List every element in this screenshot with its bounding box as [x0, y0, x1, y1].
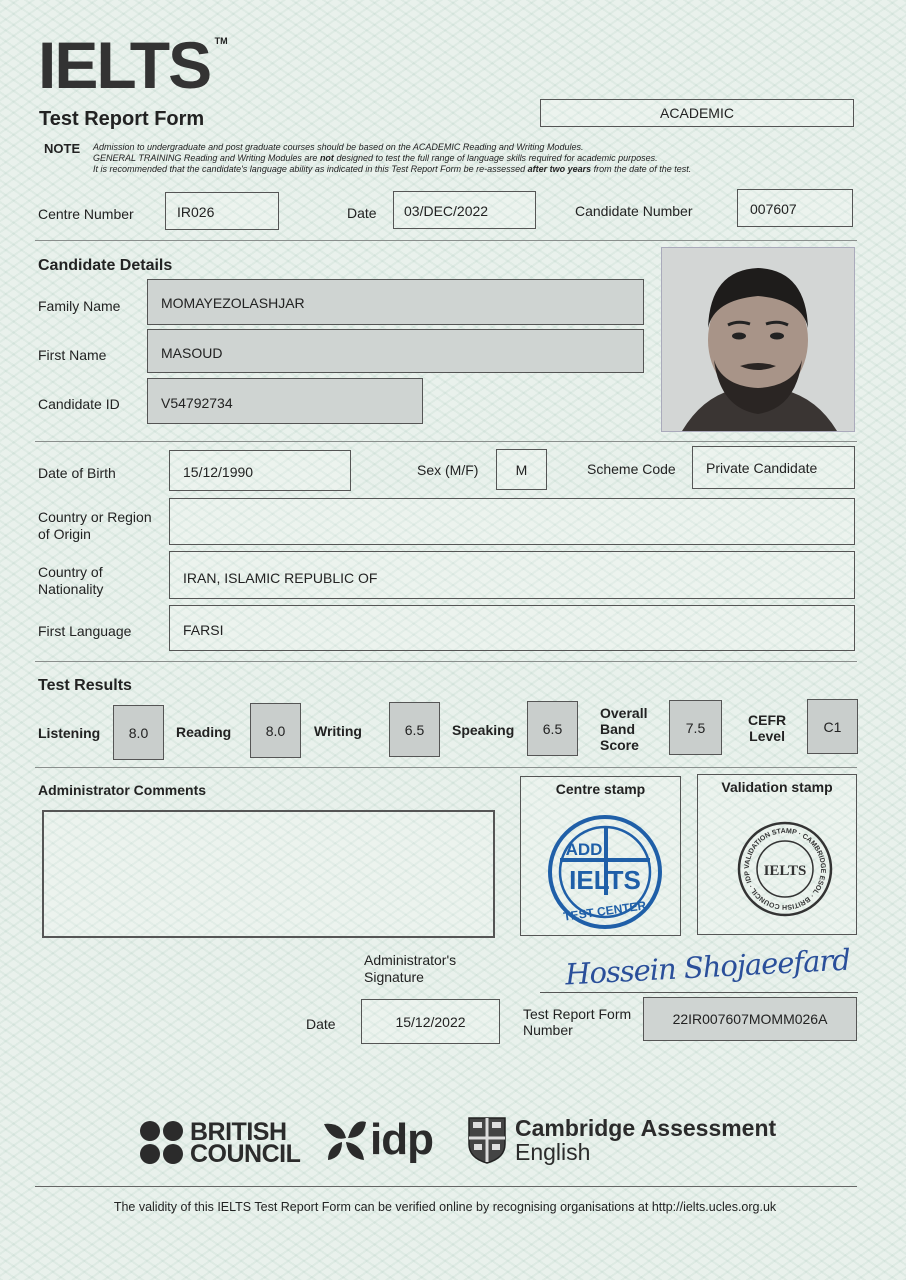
nationality-label: Country of Nationality	[38, 564, 104, 597]
overall-band-label: Overall Band Score	[600, 705, 648, 753]
note-line-3: It is recommended that the candidate's language ability as indicated in this Test Report Form be re-assessed after two years from the date of the test.	[93, 164, 692, 174]
date-box	[393, 191, 536, 229]
module-value: ACADEMIC	[660, 105, 734, 121]
overall-band-score: 7.5	[669, 700, 722, 755]
candidate-number-box	[737, 189, 853, 227]
first-name-label: First Name	[38, 347, 107, 363]
sex-value: M	[515, 461, 528, 478]
centre-stamp-box	[520, 776, 681, 936]
divider	[35, 441, 857, 442]
listening-score: 8.0	[113, 705, 164, 760]
divider	[35, 661, 857, 662]
centre-stamp	[546, 813, 664, 931]
candidate-number-value: 007607	[750, 201, 797, 217]
writing-label: Writing	[314, 723, 362, 739]
validation-stamp	[735, 819, 835, 919]
cefr-label: CEFR Level	[748, 712, 787, 744]
idp-text: idp	[370, 1115, 433, 1164]
origin-label: Country or Region of Origin	[38, 509, 152, 542]
sex-box	[496, 449, 547, 490]
sex-label: Sex (M/F)	[417, 462, 479, 478]
validity-text: The validity of this IELTS Test Report Form can be verified online by recognising organisations at http://ielts.ucles.org.uk	[113, 1200, 777, 1214]
date-label: Date	[347, 205, 377, 221]
cambridge-logo	[467, 1116, 776, 1164]
admin-signature-label: Administrator's Signature	[364, 952, 457, 985]
test-results-title: Test Results	[38, 677, 132, 694]
british-council-logo	[139, 1120, 300, 1166]
centre-number-box	[165, 192, 279, 230]
writing-score: 6.5	[389, 702, 440, 757]
british-council-dots-icon	[139, 1120, 185, 1166]
family-name-value: MOMAYEZOLASHJAR	[161, 295, 305, 311]
centre-stamp-text-1: ADD	[565, 840, 603, 859]
scheme-code-label: Scheme Code	[587, 461, 676, 477]
idp-leaf-icon	[322, 1116, 368, 1164]
first-name-box	[147, 329, 644, 373]
scheme-code-box	[692, 446, 855, 489]
trf-number-box	[643, 997, 857, 1041]
dob-value: 15/12/1990	[183, 464, 254, 480]
candidate-id-label: Candidate ID	[38, 396, 120, 412]
divider	[35, 767, 857, 768]
centre-stamp-title: Centre stamp	[555, 781, 646, 797]
speaking-label: Speaking	[452, 722, 515, 738]
cefr-level: C1	[807, 699, 858, 754]
speaking-score: 6.5	[527, 701, 578, 756]
trf-number-value: 22IR007607MOMM026A	[672, 1011, 828, 1027]
footer-line	[35, 1186, 857, 1187]
idp-logo	[322, 1115, 433, 1165]
admin-comments-box	[42, 810, 495, 938]
reading-score: 8.0	[250, 703, 301, 758]
first-language-value: FARSI	[183, 622, 224, 638]
note-text	[93, 142, 813, 175]
origin-box	[169, 498, 855, 545]
form-title: Test Report Form	[39, 108, 205, 130]
cambridge-shield-icon	[467, 1116, 507, 1164]
centre-number-value: IR026	[177, 204, 215, 220]
centre-number-label: Centre Number	[38, 206, 134, 222]
candidate-details-title: Candidate Details	[38, 257, 173, 274]
trf-number-label: Test Report Form Number	[523, 1006, 632, 1038]
validation-stamp-box	[697, 774, 857, 935]
ielts-logo-text: IELTS	[38, 28, 211, 102]
family-name-box	[147, 279, 644, 325]
scheme-code-value: Private Candidate	[706, 460, 818, 476]
candidate-id-box	[147, 378, 423, 424]
admin-date-box	[361, 999, 500, 1044]
nationality-box	[169, 551, 855, 599]
candidate-id-value: V54792734	[161, 395, 233, 411]
admin-date-value: 15/12/2022	[395, 1013, 466, 1030]
note-label: NOTE	[44, 141, 81, 156]
candidate-photo	[661, 247, 855, 432]
signature-line	[540, 992, 858, 993]
validation-stamp-ring-text: VALIDATION STAMP · CAMBRIDGE ESOL · BRITISH COUNCIL · IDP	[743, 827, 827, 911]
date-value: 03/DEC/2022	[404, 203, 489, 219]
cambridge-text-2: English	[515, 1139, 591, 1165]
first-language-label: First Language	[38, 623, 132, 639]
validation-stamp-title: Validation stamp	[721, 779, 833, 795]
validation-stamp-center: IELTS	[763, 863, 807, 879]
admin-date-label: Date	[306, 1016, 336, 1032]
reading-label: Reading	[176, 724, 232, 740]
module-box	[540, 99, 854, 127]
centre-stamp-text-2: IELTS	[569, 865, 641, 895]
first-name-value: MASOUD	[161, 345, 223, 361]
first-language-box	[169, 605, 855, 651]
divider	[35, 240, 857, 241]
trademark: TM	[214, 36, 228, 46]
note-line-2: GENERAL TRAINING Reading and Writing Modules are not designed to test the full range of language skills required for academic purposes.	[93, 153, 658, 163]
dob-box	[169, 450, 351, 491]
centre-stamp-text-3: TEST CENTER	[562, 898, 647, 924]
cambridge-text-1: Cambridge Assessment	[515, 1115, 777, 1141]
family-name-label: Family Name	[38, 298, 121, 314]
british-council-text-2: COUNCIL	[190, 1140, 301, 1168]
admin-comments-title: Administrator Comments	[38, 782, 207, 798]
listening-label: Listening	[38, 725, 101, 741]
nationality-value: IRAN, ISLAMIC REPUBLIC OF	[183, 570, 378, 586]
admin-signature: Hossein Shojaeefard	[564, 942, 851, 992]
candidate-number-label: Candidate Number	[575, 203, 693, 219]
note-line-1: Admission to undergraduate and post graduate courses should be based on the ACADEMIC Reading and Writing Modules.	[93, 142, 584, 152]
british-council-text-1: BRITISH	[190, 1118, 287, 1146]
dob-label: Date of Birth	[38, 465, 116, 481]
ielts-logo	[38, 30, 228, 100]
